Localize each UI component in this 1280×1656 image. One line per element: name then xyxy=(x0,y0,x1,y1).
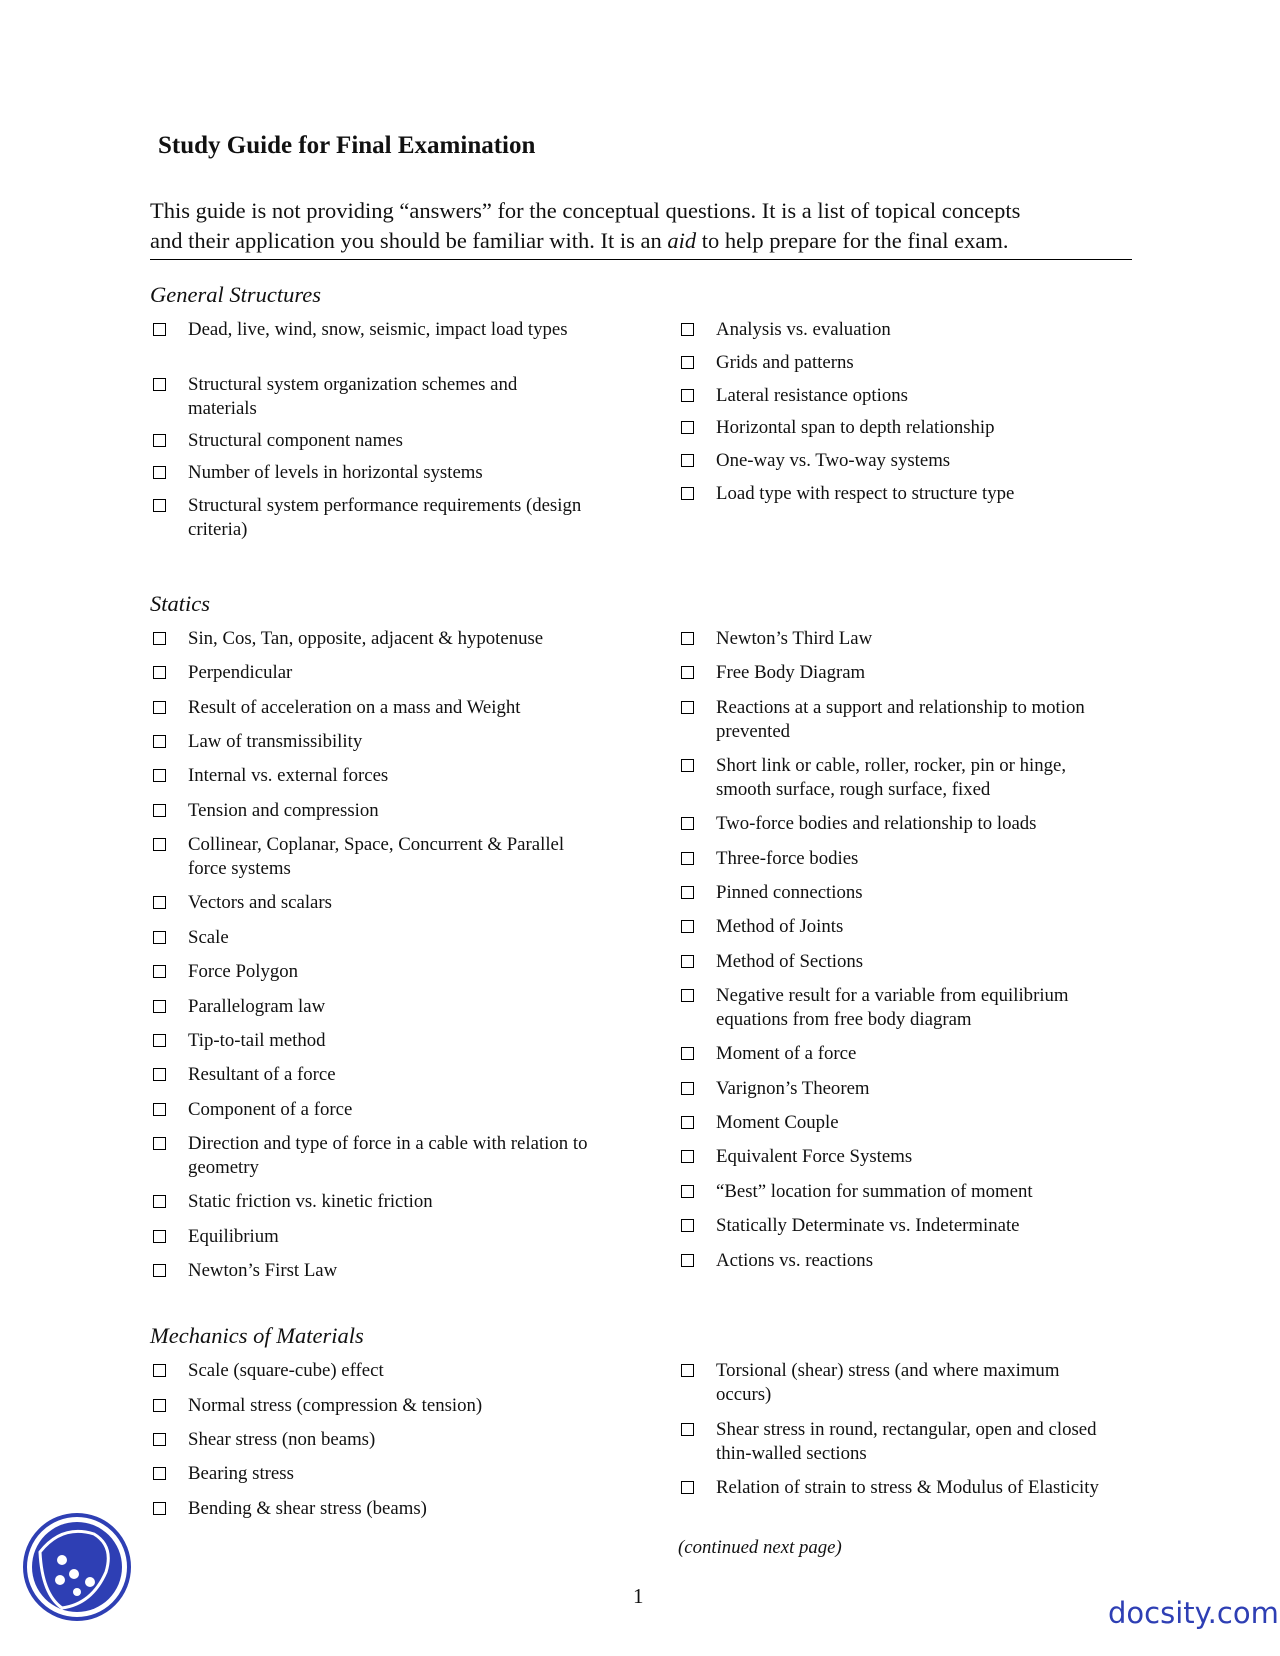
section-heading-statics: Statics xyxy=(150,591,210,616)
checklist-item[interactable]: Shear stress (non beams) xyxy=(150,1428,590,1452)
checkbox[interactable] xyxy=(681,989,694,1002)
checkbox[interactable] xyxy=(681,886,694,899)
checkbox[interactable] xyxy=(153,735,166,748)
checkbox[interactable] xyxy=(153,1264,166,1277)
checklist-item[interactable]: Moment Couple xyxy=(678,1111,1118,1135)
checkbox[interactable] xyxy=(153,1467,166,1480)
checklist-item[interactable]: Equivalent Force Systems xyxy=(678,1145,1118,1169)
checklist-item[interactable]: Shear stress in round, rectangular, open and closed thin-walled sections xyxy=(678,1418,1118,1466)
checklist-item[interactable]: Negative result for a variable from equilibrium equations from free body diagram xyxy=(678,984,1118,1032)
checklist-item[interactable]: Actions vs. reactions xyxy=(678,1249,1118,1273)
checklist-item[interactable]: Method of Sections xyxy=(678,950,1118,974)
checkbox[interactable] xyxy=(153,838,166,851)
continued-note: (continued next page) xyxy=(678,1537,842,1558)
checkbox[interactable] xyxy=(681,454,694,467)
checklist-item[interactable]: Newton’s Third Law xyxy=(678,627,1118,651)
checkbox[interactable] xyxy=(153,1103,166,1116)
checklist-item[interactable]: “Best” location for summation of moment xyxy=(678,1180,1118,1204)
checklist-item[interactable]: Dead, live, wind, snow, seismic, impact load types xyxy=(150,318,590,342)
checkbox[interactable] xyxy=(681,1116,694,1129)
checkbox[interactable] xyxy=(153,632,166,645)
checklist-item[interactable]: Torsional (shear) stress (and where maximum occurs) xyxy=(678,1359,1118,1407)
checkbox[interactable] xyxy=(681,817,694,830)
checklist-item[interactable]: Analysis vs. evaluation xyxy=(678,318,1118,342)
checkbox[interactable] xyxy=(681,759,694,772)
checkbox[interactable] xyxy=(153,466,166,479)
checkbox[interactable] xyxy=(153,1364,166,1377)
checkbox[interactable] xyxy=(153,434,166,447)
section-heading-mechanics-of-materials: Mechanics of Materials xyxy=(150,1323,364,1348)
checkbox[interactable] xyxy=(153,1068,166,1081)
checkbox[interactable] xyxy=(153,1137,166,1150)
checklist-item[interactable]: Load type with respect to structure type xyxy=(678,482,1118,506)
checkbox[interactable] xyxy=(681,955,694,968)
checklist-item[interactable]: Structural system organization schemes and materials xyxy=(150,373,590,421)
checkbox[interactable] xyxy=(681,1150,694,1163)
checklist-item[interactable]: Method of Joints xyxy=(678,915,1118,939)
checklist-item[interactable]: Vectors and scalars xyxy=(150,891,590,915)
checkbox[interactable] xyxy=(681,421,694,434)
brand-watermark[interactable]: docsity.com xyxy=(1108,1596,1279,1630)
checkbox[interactable] xyxy=(153,896,166,909)
checklist-item[interactable]: Structural component names xyxy=(150,429,590,453)
document-title: Study Guide for Final Examination xyxy=(158,132,536,159)
checklist-item[interactable]: Component of a force xyxy=(150,1098,590,1122)
checkbox[interactable] xyxy=(681,1219,694,1232)
checklist-item[interactable]: Grids and patterns xyxy=(678,351,1118,375)
checklist-item[interactable]: Normal stress (compression & tension) xyxy=(150,1394,590,1418)
checklist-item[interactable]: Tension and compression xyxy=(150,799,590,823)
checkbox[interactable] xyxy=(681,701,694,714)
checklist-item[interactable]: Collinear, Coplanar, Space, Concurrent & Parallel force systems xyxy=(150,833,590,881)
checklist-item[interactable]: Perpendicular xyxy=(150,661,590,685)
checklist-item[interactable]: Static friction vs. kinetic friction xyxy=(150,1190,590,1214)
checkbox[interactable] xyxy=(153,1502,166,1515)
checkbox[interactable] xyxy=(153,965,166,978)
checkbox[interactable] xyxy=(153,666,166,679)
checklist-item[interactable]: Pinned connections xyxy=(678,881,1118,905)
checklist-item[interactable]: Moment of a force xyxy=(678,1042,1118,1066)
checklist-item[interactable]: Scale xyxy=(150,926,590,950)
checklist-item[interactable]: Sin, Cos, Tan, opposite, adjacent & hypotenuse xyxy=(150,627,590,651)
checklist-item[interactable]: Reactions at a support and relationship to motion prevented xyxy=(678,696,1118,744)
checklist-item[interactable]: Free Body Diagram xyxy=(678,661,1118,685)
checkbox[interactable] xyxy=(153,769,166,782)
checkbox[interactable] xyxy=(681,1364,694,1377)
checkbox[interactable] xyxy=(681,1423,694,1436)
checklist-item[interactable]: Internal vs. external forces xyxy=(150,764,590,788)
checklist-item[interactable]: Structural system performance requirements (design criteria) xyxy=(150,494,590,542)
intro-paragraph xyxy=(150,196,1132,260)
checklist-item[interactable]: Law of transmissibility xyxy=(150,730,590,754)
checklist-item[interactable]: Varignon’s Theorem xyxy=(678,1077,1118,1101)
checklist-item[interactable]: Lateral resistance options xyxy=(678,384,1118,408)
intro-line-1: This guide is not providing “answers” for the conceptual questions. It is a list of topical concepts xyxy=(150,198,1021,223)
checkbox[interactable] xyxy=(681,1047,694,1060)
checkbox[interactable] xyxy=(153,804,166,817)
checklist-item[interactable]: Parallelogram law xyxy=(150,995,590,1019)
checklist-item[interactable]: Resultant of a force xyxy=(150,1063,590,1087)
checkbox[interactable] xyxy=(681,632,694,645)
checklist-item[interactable]: Statically Determinate vs. Indeterminate xyxy=(678,1214,1118,1238)
docsity-logo-icon xyxy=(22,1512,132,1622)
checkbox[interactable] xyxy=(681,356,694,369)
checkbox[interactable] xyxy=(681,1082,694,1095)
checklist-item[interactable]: Scale (square-cube) effect xyxy=(150,1359,590,1383)
checklist-item[interactable]: Direction and type of force in a cable with relation to geometry xyxy=(150,1132,590,1180)
checkbox[interactable] xyxy=(681,1254,694,1267)
checkbox[interactable] xyxy=(681,666,694,679)
checklist-item[interactable]: Result of acceleration on a mass and Weight xyxy=(150,696,590,720)
checklist-item[interactable]: Three-force bodies xyxy=(678,847,1118,871)
checkbox[interactable] xyxy=(681,323,694,336)
checkbox[interactable] xyxy=(153,701,166,714)
checklist-item[interactable]: Two-force bodies and relationship to loads xyxy=(678,812,1118,836)
checklist-item[interactable]: Tip-to-tail method xyxy=(150,1029,590,1053)
checklist-item[interactable]: Force Polygon xyxy=(150,960,590,984)
checkbox[interactable] xyxy=(681,1481,694,1494)
checkbox[interactable] xyxy=(153,378,166,391)
checkbox[interactable] xyxy=(153,1000,166,1013)
checkbox[interactable] xyxy=(681,389,694,402)
intro-emphasis: aid xyxy=(667,228,697,253)
page-number: 1 xyxy=(633,1584,644,1608)
checkbox[interactable] xyxy=(153,1433,166,1446)
checkbox[interactable] xyxy=(681,487,694,500)
checkbox[interactable] xyxy=(681,852,694,865)
section-heading-general-structures: General Structures xyxy=(150,282,322,307)
checklist-item[interactable]: Bearing stress xyxy=(150,1462,590,1486)
intro-line-2: and their application you should be familiar with. It is an aid to help prepare for the final exam. xyxy=(150,228,1009,253)
checkbox[interactable] xyxy=(153,1195,166,1208)
checkbox[interactable] xyxy=(681,920,694,933)
checklist-item[interactable]: Bending & shear stress (beams) xyxy=(150,1497,590,1521)
checklist-item[interactable]: One-way vs. Two-way systems xyxy=(678,449,1118,473)
checkbox[interactable] xyxy=(681,1185,694,1198)
checklist-item[interactable]: Relation of strain to stress & Modulus of Elasticity xyxy=(678,1476,1118,1500)
checklist-item[interactable]: Horizontal span to depth relationship xyxy=(678,416,1118,440)
checkbox[interactable] xyxy=(153,1034,166,1047)
checkbox[interactable] xyxy=(153,323,166,336)
checkbox[interactable] xyxy=(153,499,166,512)
checklist-item[interactable]: Newton’s First Law xyxy=(150,1259,590,1283)
checkbox[interactable] xyxy=(153,1399,166,1412)
checklist-item[interactable]: Short link or cable, roller, rocker, pin or hinge, smooth surface, rough surface, fixed xyxy=(678,754,1118,802)
checkbox[interactable] xyxy=(153,1230,166,1243)
checklist-item[interactable]: Equilibrium xyxy=(150,1225,590,1249)
checkbox[interactable] xyxy=(153,931,166,944)
checklist-item[interactable]: Number of levels in horizontal systems xyxy=(150,461,590,485)
